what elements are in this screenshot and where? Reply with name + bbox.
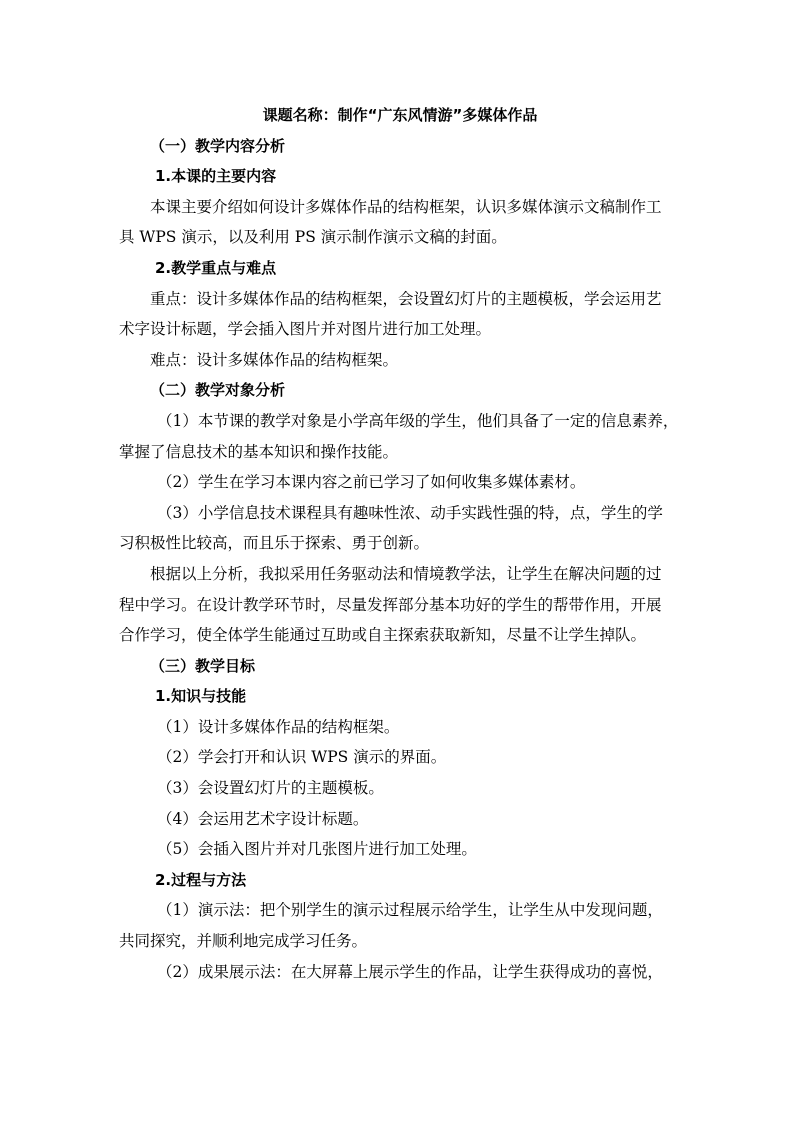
paragraph-line: （2）学生在学习本课内容之前已学习了如何收集多媒体素材。 xyxy=(157,473,586,492)
paragraph-line: 掌握了信息技术的基本知识和操作技能。 xyxy=(119,442,399,461)
list-item: （4）会运用艺术字设计标题。 xyxy=(157,809,369,828)
list-item: （2）学会打开和认识 WPS 演示的界面。 xyxy=(157,748,447,767)
paragraph-line: 难点：设计多媒体作品的结构框架。 xyxy=(150,350,399,369)
subheading-key-points: 2.教学重点与难点 xyxy=(155,258,277,277)
paragraph-line: 程中学习。在设计教学环节时，尽量发挥部分基本功好的学生的帮带作用，开展 xyxy=(119,595,662,614)
subheading-knowledge-skills: 1.知识与技能 xyxy=(155,687,247,706)
paragraph-line: 习积极性比较高，而且乐于探索、勇于创新。 xyxy=(119,534,430,553)
subheading-main-content: 1.本课的主要内容 xyxy=(155,167,277,186)
paragraph-line: 合作学习，使全体学生能通过互助或自主探索获取新知，尽量不让学生掉队。 xyxy=(119,626,647,645)
paragraph-line: 具 WPS 演示，以及利用 PS 演示制作演示文稿的封面。 xyxy=(119,228,507,247)
paragraph-line: （2）成果展示法：在大屏幕上展示学生的作品，让学生获得成功的喜悦， xyxy=(157,962,663,981)
paragraph-line: 本课主要介绍如何设计多媒体作品的结构框架，认识多媒体演示文稿制作工 xyxy=(150,197,662,216)
document-body xyxy=(119,100,681,987)
paragraph-line: （3）小学信息技术课程具有趣味性浓、动手实践性强的特，点，学生的学 xyxy=(157,503,663,522)
document-title: 课题名称：制作“广东风情游”多媒体作品 xyxy=(262,106,538,124)
paragraph-line: 重点：设计多媒体作品的结构框架，会设置幻灯片的主题模板，学会运用艺 xyxy=(150,289,662,308)
list-item: （3）会设置幻灯片的主题模板。 xyxy=(157,779,384,798)
section-heading-teaching-goals: （三）教学目标 xyxy=(150,656,256,675)
paragraph-line: 术字设计标题，学会插入图片并对图片进行加工处理。 xyxy=(119,320,492,339)
paragraph-line: （1）本节课的教学对象是小学高年级的学生，他们具备了一定的信息素养， xyxy=(157,411,679,430)
paragraph-line: 根据以上分析，我拟采用任务驱动法和情境教学法，让学生在解决问题的过 xyxy=(150,564,662,583)
list-item: （5）会插入图片并对几张图片进行加工处理。 xyxy=(157,840,477,859)
paragraph-line: 共同探究，并顺利地完成学习任务。 xyxy=(119,932,368,951)
section-heading-content-analysis: （一）教学内容分析 xyxy=(150,136,286,155)
paragraph-line: （1）演示法：把个别学生的演示过程展示给学生，让学生从中发现问题， xyxy=(157,901,663,920)
list-item: （1）设计多媒体作品的结构框架。 xyxy=(157,717,400,736)
subheading-process-methods: 2.过程与方法 xyxy=(155,870,247,889)
section-heading-audience-analysis: （二）教学对象分析 xyxy=(150,381,286,400)
